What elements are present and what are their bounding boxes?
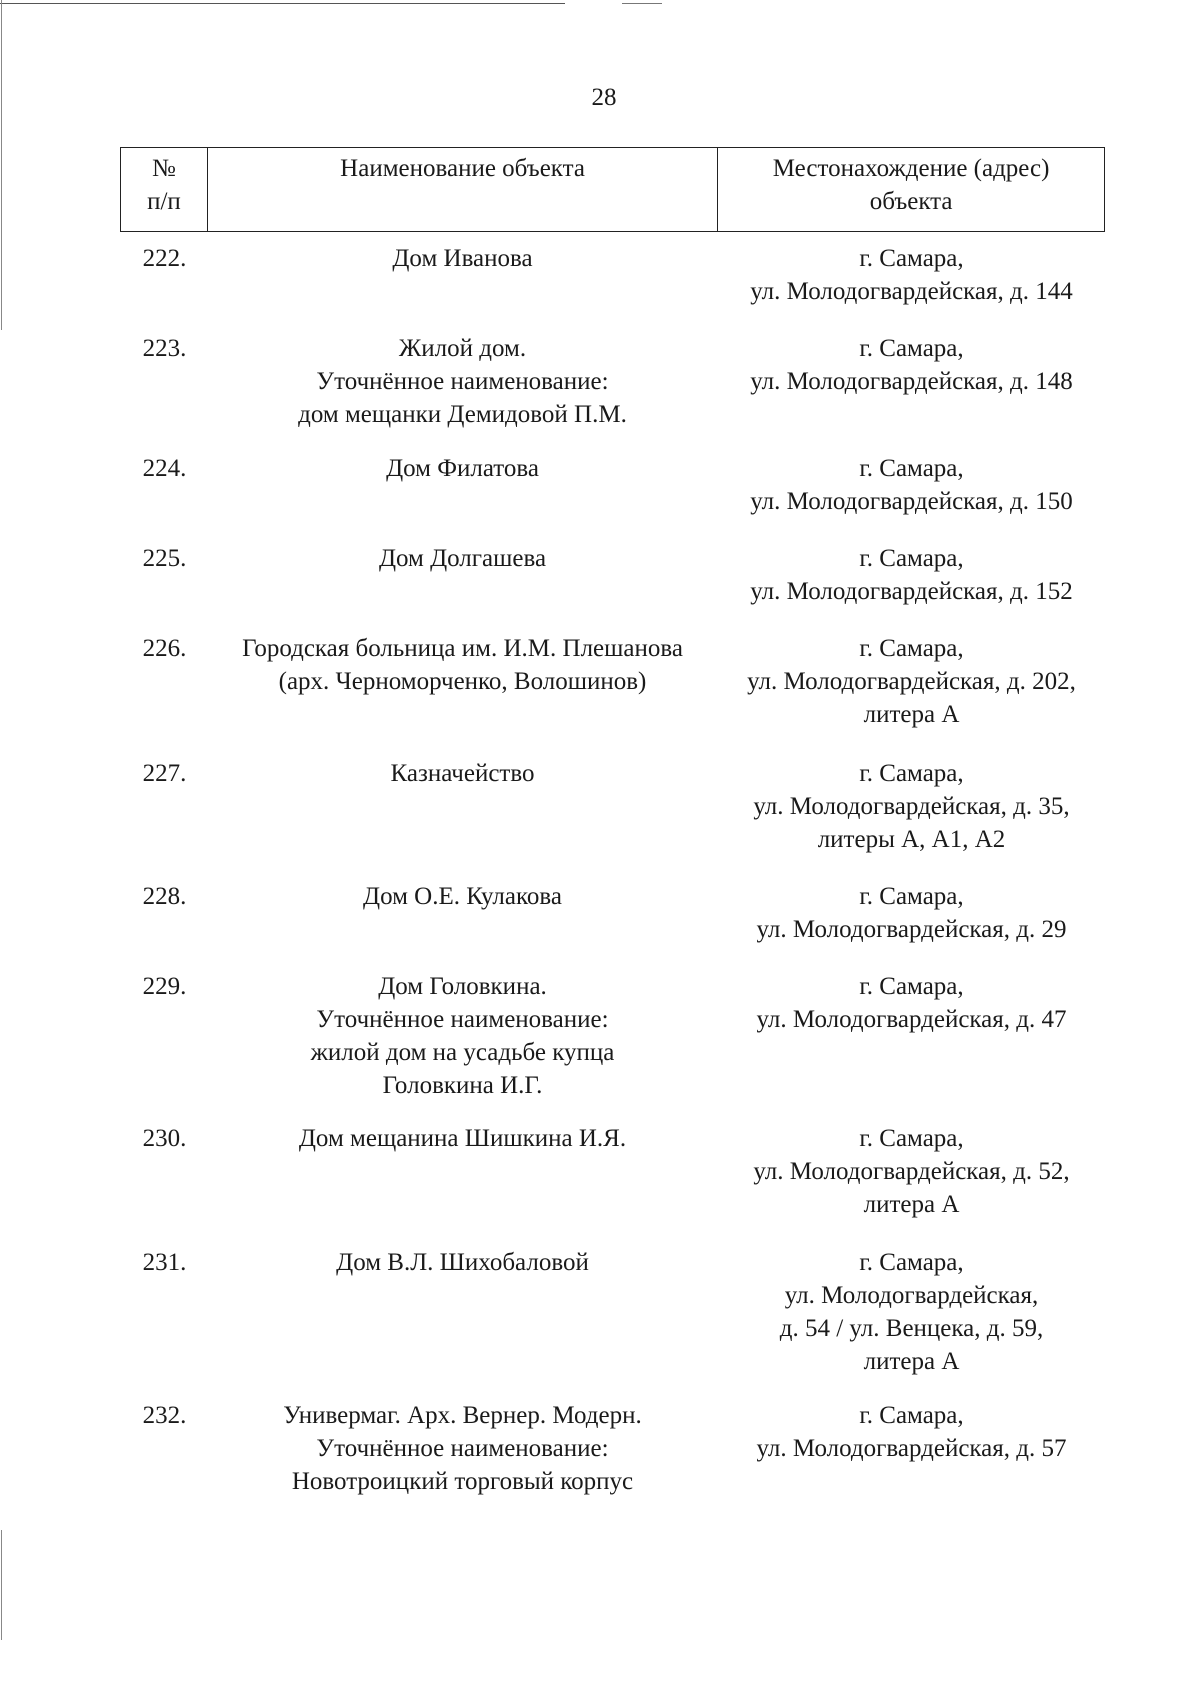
object-address-line: г. Самара,	[859, 1402, 964, 1429]
page-number: 28	[591, 84, 617, 111]
object-name-line: Дом Филатова	[386, 455, 539, 482]
object-name-line: Новотроицкий торговый корпус	[291, 1468, 634, 1495]
header-addr-line: объекта	[869, 188, 953, 215]
object-address-line: ул. Молодогвардейская, д. 57	[756, 1435, 1067, 1462]
object-name-line: Дом Головкина.	[378, 973, 547, 1000]
object-address-line: д. 54 / ул. Венцека, д. 59,	[779, 1315, 1044, 1342]
header-name-cell	[207, 148, 717, 232]
object-address-cell	[718, 1246, 1105, 1378]
object-name-line: Дом Долгашева	[378, 545, 547, 572]
object-name-cell	[207, 242, 718, 308]
object-name-line: Универмаг. Арх. Вернер. Модерн.	[283, 1402, 642, 1429]
object-name-line: Дом мещанина Шишкина И.Я.	[298, 1125, 627, 1152]
object-name-cell	[207, 332, 718, 431]
row-number: 227.	[142, 760, 187, 787]
object-name-line: Дом О.Е. Кулакова	[363, 883, 562, 910]
row-number: 224.	[142, 455, 187, 482]
object-name-line: Дом Иванова	[392, 245, 533, 272]
object-address-line: г. Самара,	[859, 973, 964, 1000]
object-name-line: Жилой дом.	[398, 335, 527, 362]
object-address-cell	[718, 332, 1105, 431]
header-num-line: №	[152, 155, 176, 182]
object-address-line: ул. Молодогвардейская, д. 202,	[747, 668, 1076, 695]
object-address-line: г. Самара,	[859, 1249, 964, 1276]
object-name-line: Казначейство	[390, 760, 535, 787]
object-name-cell	[207, 452, 718, 518]
table-row	[120, 332, 1105, 431]
row-number: 223.	[142, 335, 187, 362]
object-address-line: г. Самара,	[859, 245, 964, 272]
object-address-cell	[718, 542, 1105, 608]
object-address-line: литера А	[863, 701, 960, 728]
object-address-line: ул. Молодогвардейская, д. 47	[756, 1006, 1067, 1033]
table-row	[120, 542, 1105, 608]
object-name-line: Головкина И.Г.	[382, 1072, 543, 1099]
object-name-line: дом мещанки Демидовой П.М.	[298, 401, 627, 428]
object-address-line: ул. Молодогвардейская, д. 148	[750, 368, 1073, 395]
object-name-cell	[207, 1399, 718, 1498]
scan-artifact-line	[622, 3, 662, 4]
object-name-line: Городская больница им. И.М. Плешанова	[242, 635, 683, 662]
object-address-cell	[718, 757, 1105, 856]
table-row	[120, 632, 1105, 731]
table-row	[120, 1399, 1105, 1498]
table-row	[120, 757, 1105, 856]
table-row	[120, 452, 1105, 518]
object-name-cell	[207, 970, 718, 1102]
header-name-line: Наименование объекта	[340, 155, 585, 182]
table-header	[120, 147, 1105, 232]
scan-artifact-edge	[1, 0, 2, 330]
object-address-line: г. Самара,	[859, 1125, 964, 1152]
object-address-line: литера А	[863, 1191, 960, 1218]
table-row	[120, 242, 1105, 308]
object-name-cell	[207, 632, 718, 731]
object-address-line: ул. Молодогвардейская, д. 152	[750, 578, 1073, 605]
object-name-cell	[207, 1122, 718, 1221]
object-address-line: г. Самара,	[859, 455, 964, 482]
object-name-line: Уточнённое наименование:	[316, 368, 609, 395]
table-row	[120, 1246, 1105, 1378]
row-number: 228.	[142, 883, 187, 910]
object-address-cell	[718, 970, 1105, 1102]
object-address-line: г. Самара,	[859, 760, 964, 787]
object-address-line: ул. Молодогвардейская, д. 29	[756, 916, 1067, 943]
object-address-cell	[718, 632, 1105, 731]
object-address-line: г. Самара,	[859, 635, 964, 662]
row-number: 232.	[142, 1402, 187, 1429]
object-address-line: г. Самара,	[859, 335, 964, 362]
object-address-line: г. Самара,	[859, 545, 964, 572]
header-num-cell	[121, 148, 208, 232]
object-name-cell	[207, 757, 718, 856]
table-row	[120, 970, 1105, 1102]
object-address-line: ул. Молодогвардейская, д. 52,	[753, 1158, 1070, 1185]
object-name-line: Уточнённое наименование:	[316, 1006, 609, 1033]
header-addr-line: Местонахождение (адрес)	[772, 155, 1050, 182]
object-address-line: ул. Молодогвардейская,	[784, 1282, 1039, 1309]
object-address-cell	[718, 1122, 1105, 1221]
object-address-line: литеры А, А1, А2	[817, 826, 1006, 853]
table-row	[120, 880, 1105, 946]
row-number: 222.	[142, 245, 187, 272]
object-name-line: Дом В.Л. Шихобаловой	[336, 1249, 589, 1276]
object-address-line: литера А	[863, 1348, 960, 1375]
header-addr-cell	[718, 148, 1105, 232]
object-name-line: жилой дом на усадьбе купца	[310, 1039, 615, 1066]
object-address-cell	[718, 880, 1105, 946]
object-name-cell	[207, 880, 718, 946]
row-number: 226.	[142, 635, 187, 662]
object-address-line: ул. Молодогвардейская, д. 150	[750, 488, 1073, 515]
row-number: 231.	[142, 1249, 187, 1276]
scan-artifact-line	[0, 3, 565, 4]
row-number: 229.	[142, 973, 187, 1000]
header-num-line: п/п	[147, 188, 181, 215]
object-address-cell	[718, 242, 1105, 308]
object-address-line: ул. Молодогвардейская, д. 35,	[753, 793, 1070, 820]
object-name-line: (арх. Черноморченко, Волошинов)	[278, 668, 647, 695]
row-number: 225.	[142, 545, 187, 572]
table-row	[120, 1122, 1105, 1221]
object-address-line: ул. Молодогвардейская, д. 144	[750, 278, 1073, 305]
object-name-line: Уточнённое наименование:	[316, 1435, 609, 1462]
object-address-line: г. Самара,	[859, 883, 964, 910]
row-number: 230.	[142, 1125, 187, 1152]
object-address-cell	[718, 452, 1105, 518]
object-address-cell	[718, 1399, 1105, 1498]
object-name-cell	[207, 1246, 718, 1378]
object-name-cell	[207, 542, 718, 608]
scan-artifact-edge	[1, 1530, 2, 1640]
